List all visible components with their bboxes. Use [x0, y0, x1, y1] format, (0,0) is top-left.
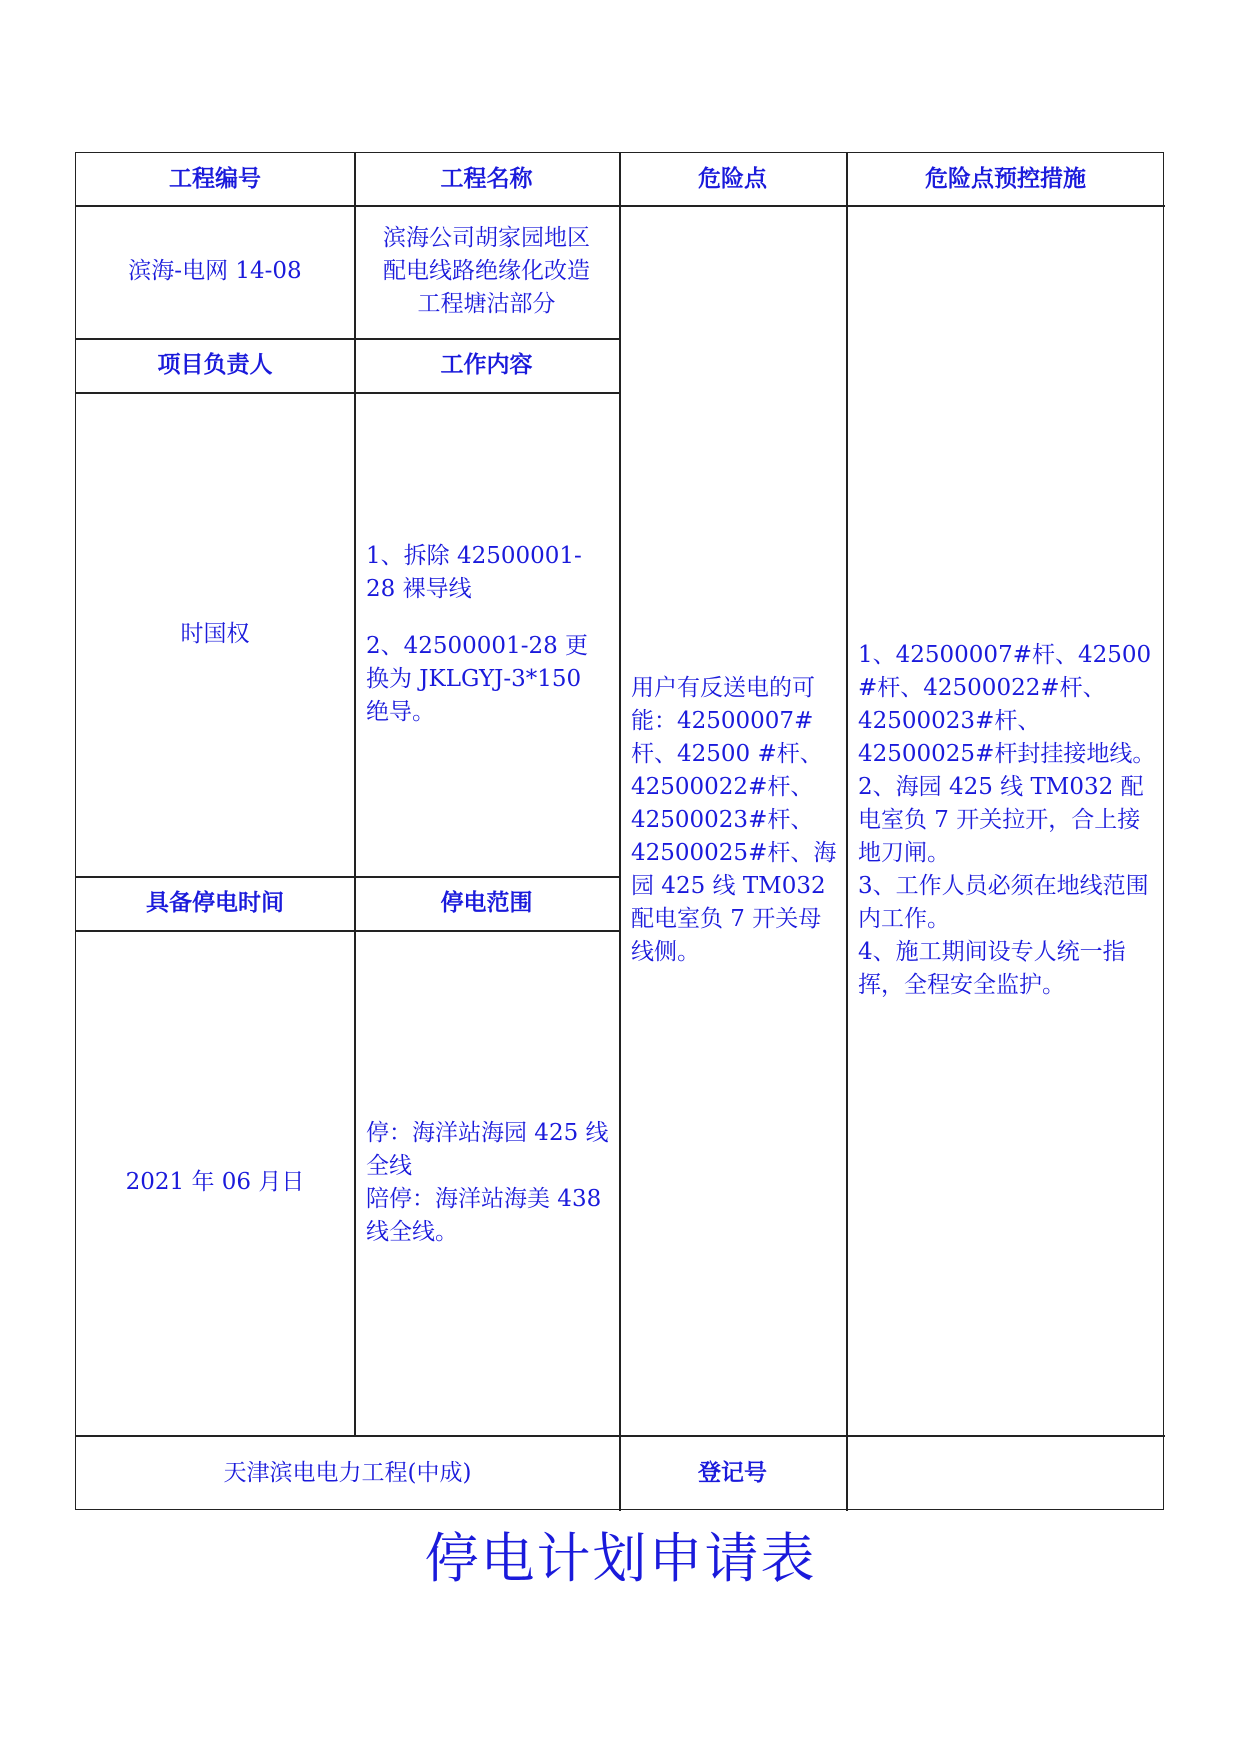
work-content-value [354, 392, 619, 876]
company-value: 天津滨电电力工程(中成) [223, 1459, 472, 1486]
measure-item: 4、施工期间设专人统一指挥，全程安全监护。 [858, 938, 1126, 998]
outage-scope-value [354, 930, 619, 1435]
header-measures: 危险点预控措施 [925, 165, 1086, 192]
header-hazard: 危险点 [698, 165, 767, 192]
header-outage-scope: 停电范围 [440, 889, 533, 916]
measure-item: 2、海园 425 线 TM032 配电室负 7 开关拉开，合上接地刀闸。 [858, 773, 1144, 866]
measure-item: 3、工作人员必须在地线范围内工作。 [858, 872, 1149, 932]
measures-value [846, 205, 1165, 1435]
page-title: 停电计划申请表 [424, 1527, 817, 1590]
hazard-value: 用户有反送电的可能：42500007#杆、42500 #杆、42500022#杆、42500023#杆、42500025#杆、海园 425 线 TM032 配电室负 7 开关母线侧。 [631, 674, 837, 965]
manager-value: 时国权 [180, 620, 250, 647]
work-item: 1、拆除 42500001-28 裸导线 [366, 542, 582, 602]
header-outage-time: 具备停电时间 [146, 889, 284, 916]
outage-plan-table [75, 152, 1164, 1510]
header-reg-no: 登记号 [698, 1459, 767, 1486]
header-work-content: 工作内容 [440, 351, 533, 378]
header-manager: 项目负责人 [157, 351, 273, 378]
project-no-value: 滨海-电网 14-08 [128, 258, 302, 284]
header-project-no: 工程编号 [169, 165, 261, 192]
scope-item: 陪停：海洋站海美 438 线全线。 [366, 1185, 602, 1245]
outage-time-value: 2021 年 06 月日 [125, 1169, 305, 1195]
header-project-name: 工程名称 [440, 165, 533, 192]
project-name-value: 滨海公司胡家园地区配电线路绝缘化改造工程塘沽部分 [383, 225, 590, 317]
scope-item: 停：海洋站海园 425 线全线 [366, 1119, 609, 1179]
reg-no-value [846, 1435, 1165, 1511]
measure-item: 1、42500007#杆、42500 #杆、42500022#杆、42500023#杆、42500025#杆封挂接地线。 [858, 641, 1156, 767]
work-item: 2、42500001-28 更换为 JKLGYJ-3*150 绝导。 [366, 632, 589, 725]
